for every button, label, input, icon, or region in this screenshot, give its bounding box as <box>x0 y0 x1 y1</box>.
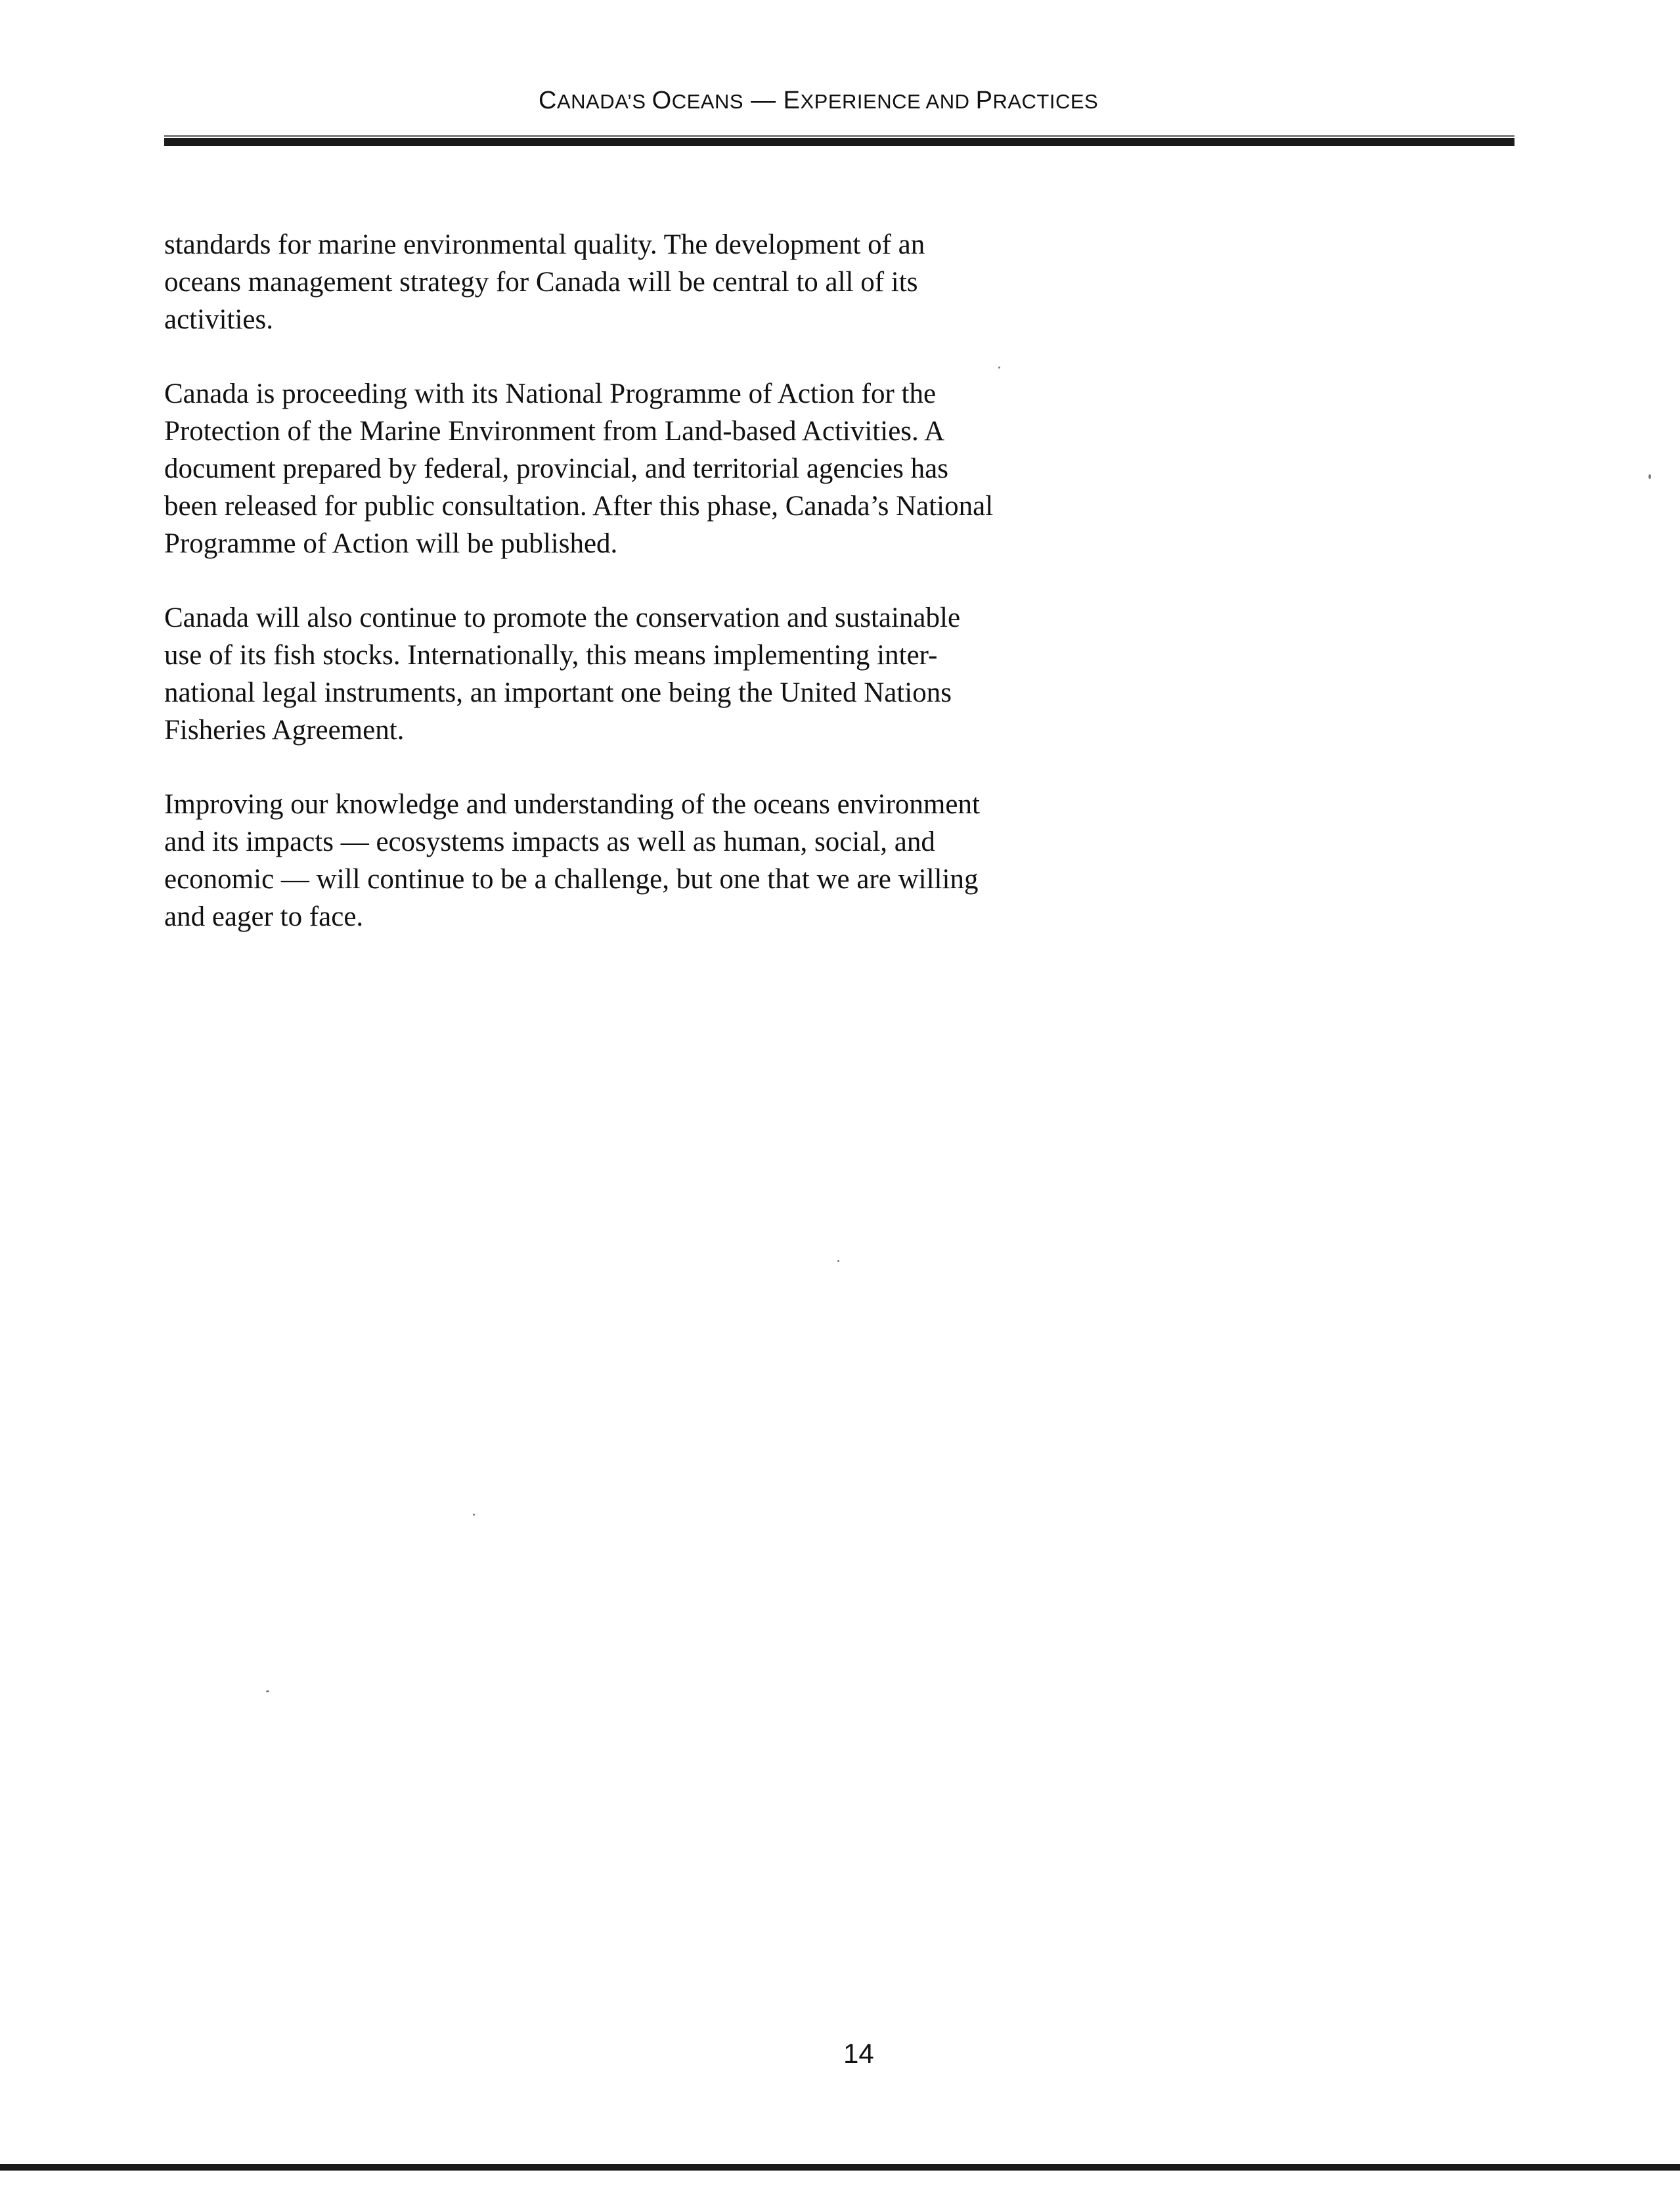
text-line: Programme of Action will be published. <box>164 528 618 559</box>
header-title-part: RACTICES <box>992 90 1099 113</box>
paragraph-3 <box>164 599 1097 749</box>
running-header <box>539 87 1098 115</box>
paragraph-2 <box>164 375 1097 562</box>
header-title-part: CEANS <box>671 90 744 113</box>
paragraph-4 <box>164 786 1097 936</box>
header-title-part: XPERIENCE AND <box>800 90 976 113</box>
text-line: Canada will also continue to promote the conservation and sustainable <box>164 602 961 633</box>
text-line: Protection of the Marine Environment from Land-based Activities. A <box>164 416 945 447</box>
text-line: oceans management strategy for Canada will be central to all of its <box>164 267 918 298</box>
text-line: use of its fish stocks. Internationally, this means implementing inter- <box>164 640 938 671</box>
header-title-part: E <box>783 87 801 114</box>
text-line: standards for marine environmental quality. The development of an <box>164 229 925 260</box>
header-title-part: C <box>539 87 557 114</box>
header-title-dash: — <box>743 87 784 114</box>
text-line: economic — will continue to be a challenge, but one that we are willing <box>164 864 979 895</box>
paragraph-1 <box>164 226 1097 338</box>
text-line: and eager to face. <box>164 901 364 932</box>
text-line: Improving our knowledge and understanding of the oceans environment <box>164 789 980 820</box>
header-title-part: O <box>652 87 672 114</box>
footer-rule <box>0 2164 1680 2171</box>
scan-speck <box>1648 474 1651 479</box>
text-line: been released for public consultation. After this phase, Canada’s National <box>164 491 994 522</box>
text-line: and its impacts — ecosystems impacts as well as human, social, and <box>164 826 935 857</box>
header-rule-thin <box>164 135 1514 137</box>
scan-speck <box>998 367 1000 369</box>
scan-speck <box>837 1260 839 1262</box>
text-line: document prepared by federal, provincial, and territorial agencies has <box>164 453 948 484</box>
header-title-part: P <box>975 87 993 114</box>
header-rule <box>164 138 1514 146</box>
text-line: national legal instruments, an important one being the United Nations <box>164 677 952 708</box>
text-line: activities. <box>164 304 273 335</box>
body-text <box>164 226 1097 972</box>
page-number: 14 <box>843 2038 874 2069</box>
text-line: Canada is proceeding with its National Programme of Action for the <box>164 378 937 409</box>
header-title-part: ANADA’S <box>556 90 652 113</box>
scan-speck <box>266 1690 269 1692</box>
scan-speck <box>473 1514 475 1516</box>
text-line: Fisheries Agreement. <box>164 715 405 746</box>
